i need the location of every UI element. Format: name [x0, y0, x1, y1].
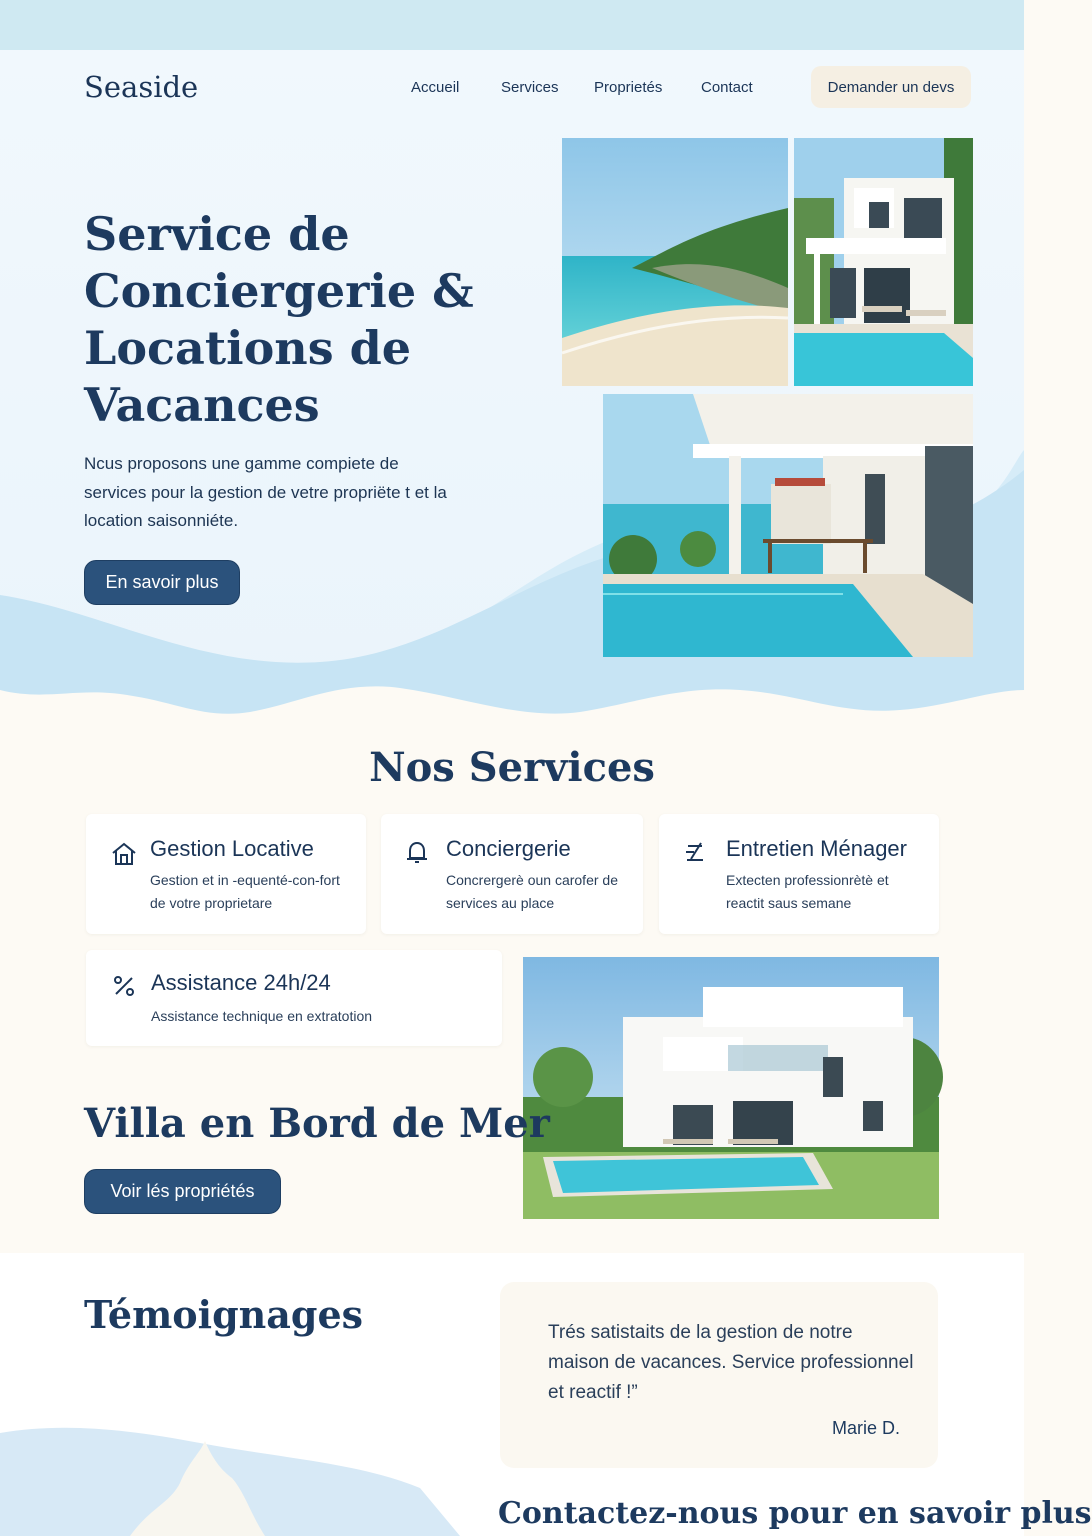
contact-title: Contactez-nous pour en savoir plus — [498, 1496, 1092, 1531]
percent-icon — [110, 972, 138, 1000]
top-strip — [0, 0, 1024, 50]
service-title: Gestion Locative — [150, 836, 314, 861]
nav-link-accueil[interactable]: Accueil — [411, 79, 460, 96]
service-card-assistance[interactable] — [86, 950, 502, 1046]
learn-more-button[interactable]: En savoir plus — [84, 560, 240, 605]
nav-link-contact[interactable]: Contact — [701, 79, 753, 96]
testimonials-title: Témoignages — [84, 1292, 364, 1337]
cleaning-icon — [681, 838, 709, 866]
service-card-entretien[interactable] — [659, 814, 939, 934]
seaside-villa-photo — [523, 957, 939, 1219]
villa-pool-photo — [794, 138, 973, 386]
house-icon — [110, 840, 138, 868]
nav-link-services[interactable]: Services — [501, 79, 559, 96]
testimonial-quote: Trés satistaits de la gestion de notre maison de vacances. Service professionnel et reactif !” — [548, 1322, 914, 1403]
view-properties-button[interactable]: Voir lés propriétés — [84, 1169, 281, 1214]
request-quote-button[interactable]: Demander un devs — [811, 66, 971, 108]
service-title: Assistance 24h/24 — [151, 970, 331, 995]
service-title: Entretien Ménager — [726, 836, 907, 861]
service-card-gestion[interactable] — [86, 814, 366, 934]
bell-icon — [403, 838, 431, 866]
beach-photo — [562, 138, 788, 386]
testimonial-author: Marie D. — [832, 1418, 901, 1438]
service-description: Assistance technique en extratotion — [151, 1008, 373, 1024]
hero-title: Service de Conciergerie & Locations de Vacances — [84, 207, 474, 432]
service-description: Gestion et in -equenté-con-fort de votre proprietare — [150, 872, 340, 911]
villa-title: Villa en Bord de Mer — [84, 1100, 550, 1147]
service-description: Extecten professionrètè et reactit saus semane — [726, 872, 889, 911]
terrace-pool-photo — [603, 394, 973, 657]
nav-link-proprietes[interactable]: Proprietés — [594, 79, 663, 96]
service-title: Conciergerie — [446, 836, 571, 861]
service-card-conciergerie[interactable] — [381, 814, 643, 934]
service-description: Concrergerè oun carofer de services au place — [446, 872, 618, 911]
services-title: Nos Services — [369, 744, 655, 791]
hero-description: Ncus proposons une gamme compiete de services pour la gestion de vetre propriëte t et la location saisonniéte. — [84, 454, 447, 530]
brand-logo[interactable]: Seaside — [84, 70, 199, 104]
island-decoration — [0, 1413, 500, 1536]
